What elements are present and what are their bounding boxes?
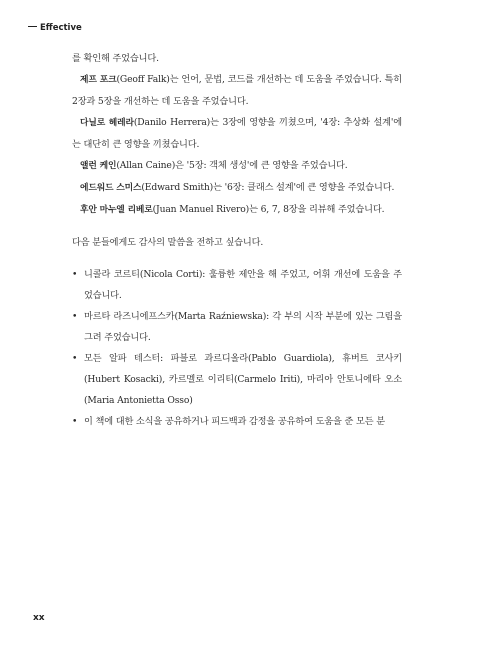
list-item (72, 264, 402, 306)
header-title: Effective (40, 23, 82, 33)
header-rule (28, 26, 37, 27)
list-item-text: 니콜라 코르티(Nicola Corti): 훌륭한 제안을 해 주었고, 어휘 개선에 도움을 주었습니다. (84, 269, 402, 301)
person-name: 후안 마누엘 리베로 (80, 205, 153, 215)
paragraph (72, 69, 402, 112)
bullet-marker: • (72, 269, 78, 280)
list-item (72, 411, 402, 432)
running-header (28, 23, 82, 33)
person-name: 제프 포크 (80, 75, 117, 85)
list-item-text: 이 책에 대한 소식을 공유하거나 피드백과 감정을 공유하여 도움을 준 모든 분 (84, 416, 385, 427)
bullet-marker: • (72, 416, 78, 427)
paragraph (72, 112, 402, 155)
paragraph-text: (Allan Caine)은 '5장: 객체 생성'에 큰 영향을 주었습니다. (116, 160, 348, 171)
acknowledgments-body (72, 48, 402, 432)
paragraph-text: (Edward Smith)는 '6장: 클래스 설계'에 큰 영향을 주었습니다. (141, 182, 395, 193)
thanks-list (72, 264, 402, 432)
paragraph (72, 199, 402, 221)
list-item-text: 마르타 라즈니에프스카(Marta Raźniewska): 각 부의 시작 부분에 있는 그림을 그려 주었습니다. (84, 311, 402, 343)
list-item (72, 306, 402, 348)
paragraph-text: (Juan Manuel Rivero)는 6, 7, 8장을 리뷰해 주었습니다. (152, 204, 385, 215)
page-number: xx (33, 613, 45, 623)
paragraph-text: 를 확인해 주었습니다. (72, 53, 159, 64)
list-item-text: 모든 알파 테스터: 파블로 과르디올라(Pablo Guardiola), 휴버트 코사키(Hubert Kosacki), 카르멜로 이리티(Carmelo Iriti), 마리아 안토니에타 오소(Maria Antonietta Osso) (84, 353, 402, 406)
bullet-marker: • (72, 311, 78, 322)
paragraph (72, 177, 402, 199)
paragraph-text: (Danilo Herrera)는 3장에 영향을 끼쳤으며, '4장: 추상화 설계'에는 대단히 큰 영향을 끼쳤습니다. (72, 117, 402, 150)
intro-sentence: 다음 분들에게도 감사의 말씀을 전하고 싶습니다. (72, 237, 264, 248)
paragraph-text: (Geoff Falk)는 언어, 문법, 코드를 개선하는 데 도움을 주었습니다. 특히 2장과 5장을 개선하는 데 도움을 주었습니다. (72, 74, 402, 107)
bullet-marker: • (72, 353, 78, 364)
list-item (72, 348, 402, 411)
person-name: 다닐로 헤레라 (80, 118, 134, 128)
person-name: 에드워드 스미스 (80, 183, 142, 193)
person-name: 앨런 케인 (80, 161, 117, 171)
paragraph (72, 48, 402, 69)
paragraph (72, 155, 402, 177)
